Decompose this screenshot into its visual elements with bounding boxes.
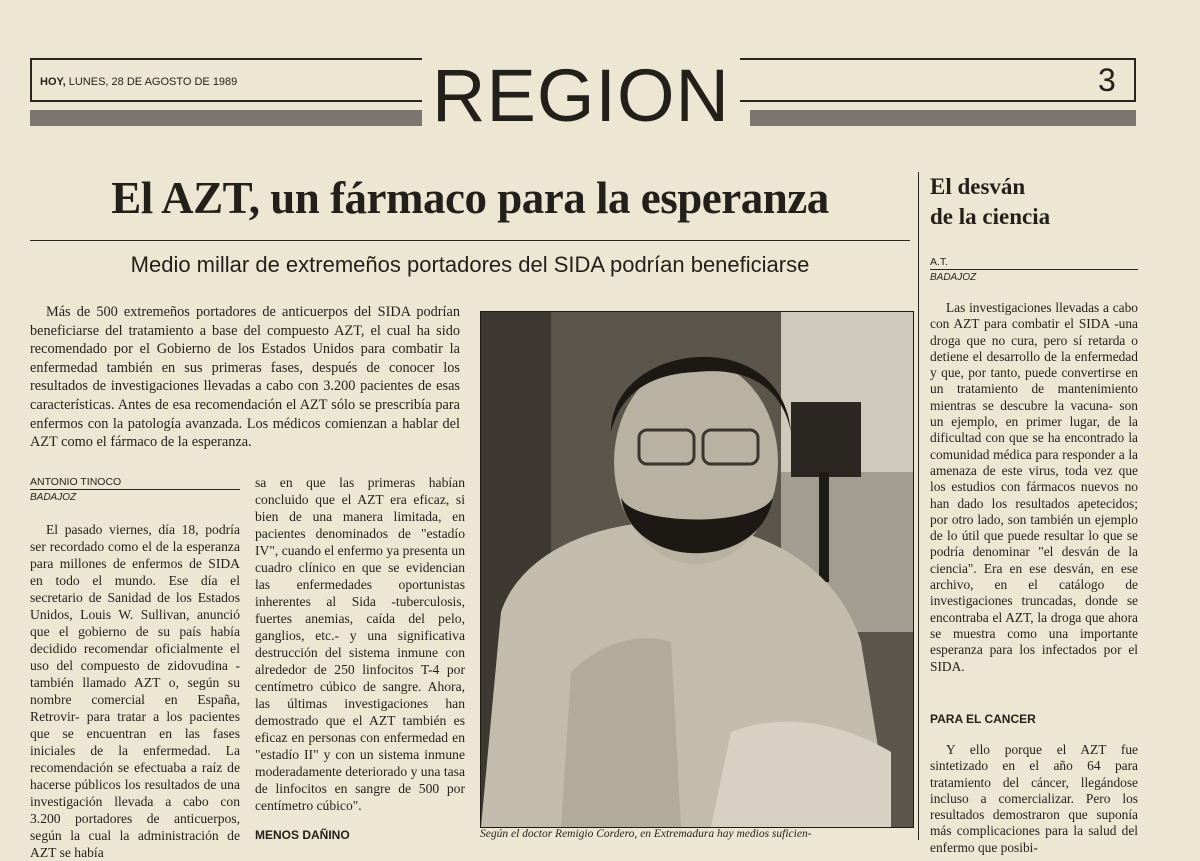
article-column-1 bbox=[30, 521, 240, 860]
sidebar-body-2 bbox=[930, 742, 1138, 855]
section-title: REGION bbox=[422, 56, 740, 136]
sidebar-text-2: Y ello porque el AZT fue sintetizado en el año 64 para tratamiento del cáncer, llegándose incluso a comercializar. Pero los resultados demostraron que suponía más complicaciones para la salud del enfermo que posibi- bbox=[930, 742, 1138, 855]
column-1-text: El pasado viernes, día 18, podría ser recordado como el de la esperanza para millones de enfermos de SIDA en todo el mundo. Ese día el secretario de Sanidad de los Estados Unidos, Louis W. Sullivan, anunció que el gobierno de su país había decidido recomendar oficialmente el uso del compuesto de zidovudina -también llamado AZT o, según su nombre comercial en España, Retrovir- para tratar a los pacientes que se encuentran en las fases iniciales de la enfermedad. La recomendación se efectuaba a raíz de hacerse públicos los resultados de una investigación llevada a cabo con 3.200 portadores de anticuerpos, según la cual la administración de AZT se había bbox=[30, 522, 240, 860]
column-2-subhead: MENOS DAÑINO bbox=[255, 828, 350, 842]
lead-paragraph bbox=[30, 303, 460, 452]
sidebar-place: BADAJOZ bbox=[930, 272, 977, 283]
sidebar-title-line-2: de la ciencia bbox=[930, 204, 1051, 229]
photo-caption: Según el doctor Remigio Cordero, en Extremadura hay medios suficien- bbox=[480, 828, 812, 840]
sidebar-author: A.T. bbox=[930, 256, 949, 268]
sidebar-divider bbox=[918, 172, 919, 840]
column-2-text: sa en que las primeras habían concluido que el AZT era eficaz, si bien de una manera limitada, en pacientes denominados de "estadío IV", cuando el enfermo ya presenta un cuadro clínico en que se evidencian las enfermedades oportunistas inherentes al Sida -tuberculosis, fuertes anemias, caída del pelo, ganglios, etc.- y una significativa destrucción del sistema inmune con alrededor de 250 linfocitos T-4 por centímetro cúbico de sangre. Ahora, las últimas investigaciones han demostrado que el AZT también es eficaz en personas con enfermedad en "estadío II" y con un sistema inmune moderadamente deteriorado y una tasa de linfocitos en sangre de 500 por centímetro cúbico". bbox=[255, 475, 465, 813]
headline: El AZT, un fármaco para la esperanza bbox=[111, 173, 829, 223]
sidebar-text-1: Las investigaciones llevadas a cabo con AZT para combatir el SIDA -una droga que no cura, pero sí retarda o detiene el desarrollo de la enfermedad y que, por tanto, puede convertirse en un tratamiento de mantenimiento mientras se descubre la vacuna- son un ejemplo, en primer lugar, de la dificultad con que se ha encontrado la comunidad médica para responder a la amenaza de este virus, toda vez que los estudios con fármacos nuevos no han dado los resultados apetecidos; por otro lado, son también un ejemplo de lo útil que puede resultar lo que se podría denominar "el desván de la ciencia". Era en ese desván, en ese archivo, en el catálogo de investigaciones truncadas, donde se encontraba el AZT, la droga que ahora se muestra como una importante esperanza para los infectados por el SIDA. bbox=[930, 300, 1138, 674]
article-byline bbox=[30, 476, 240, 503]
sidebar-title bbox=[930, 172, 1050, 232]
issue-date bbox=[40, 76, 237, 88]
page-number: 3 bbox=[1098, 62, 1116, 98]
header-band-right bbox=[750, 110, 1136, 126]
header-band-left bbox=[30, 110, 422, 126]
publication-name: HOY, bbox=[40, 76, 66, 88]
sidebar-byline-rule bbox=[930, 269, 1138, 270]
dateline-place: BADAJOZ bbox=[30, 492, 77, 503]
sidebar-body-1 bbox=[930, 300, 1138, 698]
lead-text: Más de 500 extremeños portadores de anticuerpos del SIDA podrían beneficiarse del tratamiento a base del compuesto AZT, el cual ha sido recomendado por el Gobierno de los Estados Unidos para combatir la enfermedad también en sus primeras fases, después de conocer los resultados de investigaciones llevadas a cabo con 3.200 pacientes de esas características. Antes de esa recomendación el AZT sólo se prescribía para enfermos con la patología avanzada. Los médicos comienzan a hablar del AZT como el fármaco de la esperanza. bbox=[30, 304, 460, 451]
headline-rule bbox=[30, 240, 910, 241]
doctor-portrait-image bbox=[481, 312, 913, 827]
subheadline: Medio millar de extremeños portadores del SIDA podrían beneficiarse bbox=[130, 252, 810, 277]
doctor-photo bbox=[480, 311, 914, 828]
byline-rule bbox=[30, 489, 240, 490]
author-name: ANTONIO TINOCO bbox=[30, 476, 122, 488]
date-text: LUNES, 28 DE AGOSTO DE 1989 bbox=[68, 76, 238, 88]
sidebar-title-line-1: El desván bbox=[930, 174, 1026, 199]
article-column-2 bbox=[255, 474, 465, 824]
sidebar-subhead: PARA EL CANCER bbox=[930, 712, 1036, 726]
